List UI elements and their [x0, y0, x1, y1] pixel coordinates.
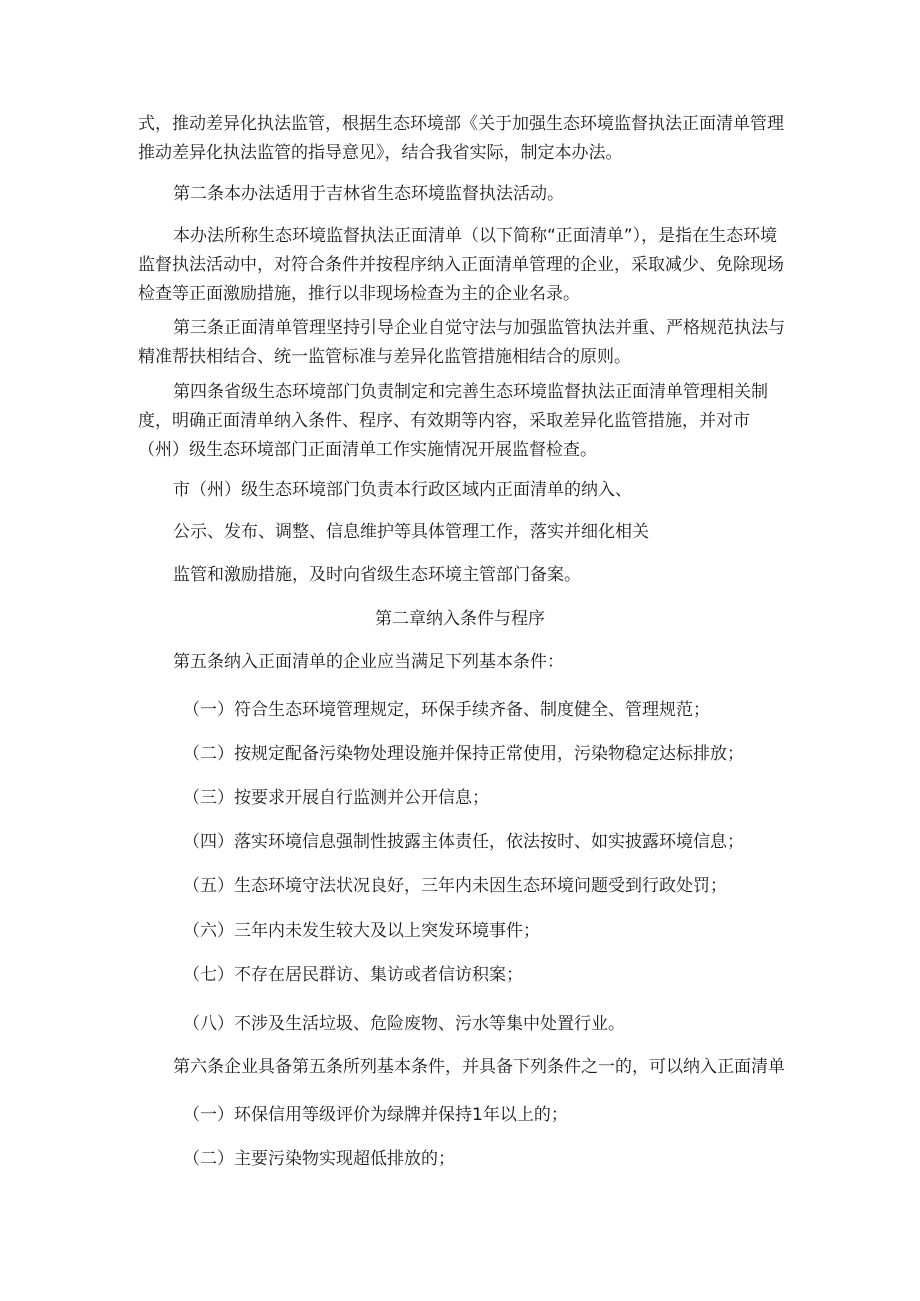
article-4-line-2: 公示、发布、调整、信息维护等具体管理工作，落实并细化相关	[173, 522, 649, 542]
article-3: 第三条正面清单管理坚持引导企业自觉守法与加强监管执法并重、严格规范执法与精准帮扶相结合、统一监管标准与差异化监管措施相结合的原则。	[138, 318, 785, 367]
article-4-line-1: 市（州）级生态环境部门负责本行政区域内正面清单的纳入、	[173, 480, 632, 500]
art5-item-2: （二）按规定配备污染物处理设施并保持正常使用，污染物稳定达标排放；	[183, 744, 744, 764]
article-5: 第五条纳入正面清单的企业应当满足下列基本条件：	[173, 652, 564, 672]
art5-item-4: （四）落实环境信息强制性披露主体责任，依法按时、如实披露环境信息；	[183, 832, 744, 852]
art5-item-7: （七）不存在居民群访、集访或者信访积案；	[183, 965, 523, 985]
article-4: 第四条省级生态环境部门负责制定和完善生态环境监督执法正面清单管理相关制度，明确正面清单纳入条件、程序、有效期等内容，采取差异化监管措施，并对市（州）级生态环境部门正面清单工作实施情况开展监督检查。	[138, 382, 768, 460]
art5-item-6: （六）三年内未发生较大及以上突发环境事件；	[183, 921, 540, 941]
art5-item-8: （八）不涉及生活垃圾、危险废物、污水等集中处置行业。	[183, 1014, 625, 1034]
chapter-2-heading: 第二章纳入条件与程序	[375, 609, 545, 629]
art6-item-1: （一）环保信用等级评价为绿牌并保持1年以上的；	[183, 1105, 568, 1125]
article-4-line-3: 监管和激励措施，及时向省级生态环境主管部门备案。	[173, 565, 581, 585]
article-2-definition: 本办法所称生态环境监督执法正面清单（以下简称“正面清单”），是指在生态环境监督执法活动中，对符合条件并按程序纳入正面清单管理的企业，采取减少、免除现场检查等正面激励措施，推行以非现场检查为主的企业名录。	[138, 226, 784, 304]
art5-item-5: （五）生态环境守法状况良好，三年内未因生态环境问题受到行政处罚；	[183, 876, 727, 896]
art5-item-1: （一）符合生态环境管理规定，环保手续齐备、制度健全、管理规范；	[183, 700, 710, 720]
article-2: 第二条本办法适用于吉林省生态环境监督执法活动。	[173, 184, 564, 204]
intro-paragraph: 式，推动差异化执法监管，根据生态环境部《关于加强生态环境监督执法正面清单管理推动差异化执法监管的指导意见》，结合我省实际，制定本办法。	[138, 114, 784, 163]
art5-item-3: （三）按要求开展自行监测并公开信息；	[183, 788, 489, 808]
art6-item-2: （二）主要污染物实现超低排放的；	[183, 1149, 455, 1169]
article-6: 第六条企业具备第五条所列基本条件，并具备下列条件之一的，可以纳入正面清单	[173, 1057, 785, 1077]
